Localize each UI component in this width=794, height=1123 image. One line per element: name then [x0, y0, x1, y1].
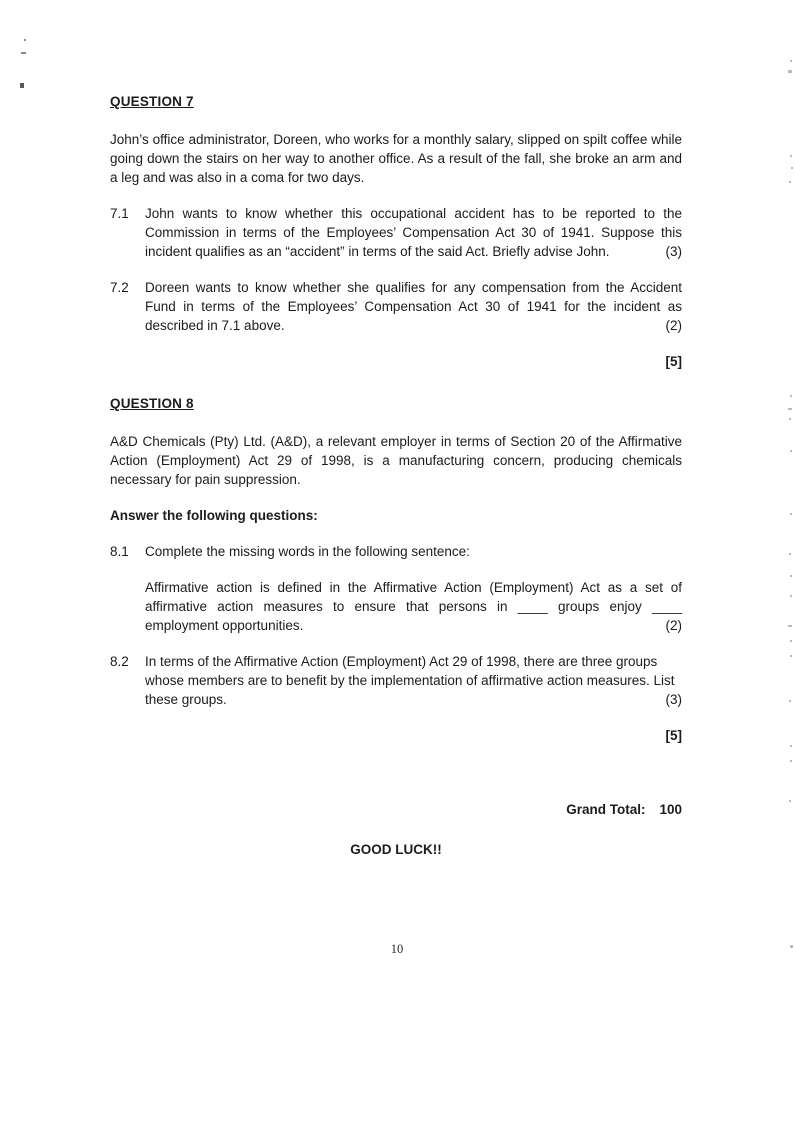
question-8-intro: A&D Chemicals (Pty) Ltd. (A&D), a relevant employer in terms of Section 20 of the Affirmative Action (Employment) Act 29 of 1998, is a manufacturing concern, producing chemicals necessary for pain suppression.	[110, 434, 682, 487]
item-8-1-sentence	[145, 578, 682, 635]
question-8-total-marks: [5]	[665, 728, 682, 743]
question-item-7-2	[110, 278, 682, 335]
question-item-8-1	[110, 542, 682, 561]
scan-artifact	[790, 760, 792, 762]
question-8-heading: QUESTION 8	[110, 396, 194, 411]
page-number: 10	[390, 942, 404, 956]
question-7-total-marks: [5]	[665, 354, 682, 369]
document-content	[110, 92, 682, 859]
scan-artifact	[789, 553, 791, 555]
item-mark-7-2: (2)	[660, 316, 683, 335]
item-mark-7-1: (3)	[660, 242, 683, 261]
question-7-heading: QUESTION 7	[110, 94, 194, 109]
scan-artifact	[790, 640, 792, 642]
scan-artifact	[791, 167, 793, 169]
scan-artifact	[790, 745, 792, 747]
scan-artifact	[790, 450, 792, 452]
grand-total-value: 100	[659, 802, 682, 817]
scan-artifact	[790, 595, 792, 597]
item-sub-text: Affirmative action is defined in the Affirmative Action (Employment) Act as a set of affirmative action measures to ensure that persons in ____ groups enjoy ____ employment opportunities.	[145, 580, 682, 633]
item-text-8-2	[145, 652, 682, 709]
scan-artifact	[21, 52, 26, 54]
scan-artifact	[790, 575, 792, 577]
scan-artifact	[789, 418, 791, 420]
item-text-8-1	[145, 542, 682, 561]
scan-artifact	[790, 395, 792, 397]
grand-total-row	[110, 800, 682, 819]
scan-artifact	[789, 181, 791, 183]
scan-artifact	[790, 155, 792, 157]
item-mark-8-2: (3)	[660, 690, 683, 709]
scan-artifact	[788, 625, 792, 627]
scan-artifact	[788, 408, 792, 410]
scan-artifact	[789, 800, 791, 802]
item-text-body: In terms of the Affirmative Action (Employment) Act 29 of 1998, there are three groups whose members are to benefit by the implementation of affirmative action measures. List these groups.	[145, 654, 675, 707]
question-8-prompt: Answer the following questions:	[110, 508, 318, 523]
item-number-7-2: 7.2	[110, 280, 129, 295]
item-text-7-2	[145, 278, 682, 335]
good-luck-message: GOOD LUCK!!	[350, 842, 442, 857]
spacer	[110, 766, 682, 800]
grand-total-label: Grand Total:	[566, 802, 646, 817]
item-mark-8-1: (2)	[660, 616, 683, 635]
item-text-body: Doreen wants to know whether she qualifies for any compensation from the Accident Fund in terms of the Employees’ Compensation Act 30 of 1941 for the incident as described in 7.1 above.	[145, 280, 682, 333]
item-number-7-1: 7.1	[110, 206, 129, 221]
item-text-body: Complete the missing words in the following sentence:	[145, 544, 470, 559]
item-text-7-1	[145, 204, 682, 261]
item-number-8-1: 8.1	[110, 544, 129, 559]
scan-artifact	[20, 83, 24, 88]
question-7-intro: John’s office administrator, Doreen, who works for a monthly salary, slipped on spilt coffee while going down the stairs on her way to another office. As a result of the fall, she broke an arm and a leg and was also in a coma for two days.	[110, 132, 682, 185]
scan-artifact	[788, 70, 792, 73]
scan-artifact	[790, 655, 792, 657]
scan-artifact	[24, 39, 26, 41]
question-item-8-2	[110, 652, 682, 709]
item-text-body: John wants to know whether this occupational accident has to be reported to the Commission in terms of the Employees’ Compensation Act 30 of 1941. Suppose this incident qualifies as an “accident” in terms of the said Act. Briefly advise John.	[145, 206, 682, 259]
scan-artifact	[789, 700, 791, 702]
item-number-8-2: 8.2	[110, 654, 129, 669]
scan-artifact	[790, 513, 792, 515]
scan-artifact	[790, 60, 792, 62]
question-item-7-1	[110, 204, 682, 261]
